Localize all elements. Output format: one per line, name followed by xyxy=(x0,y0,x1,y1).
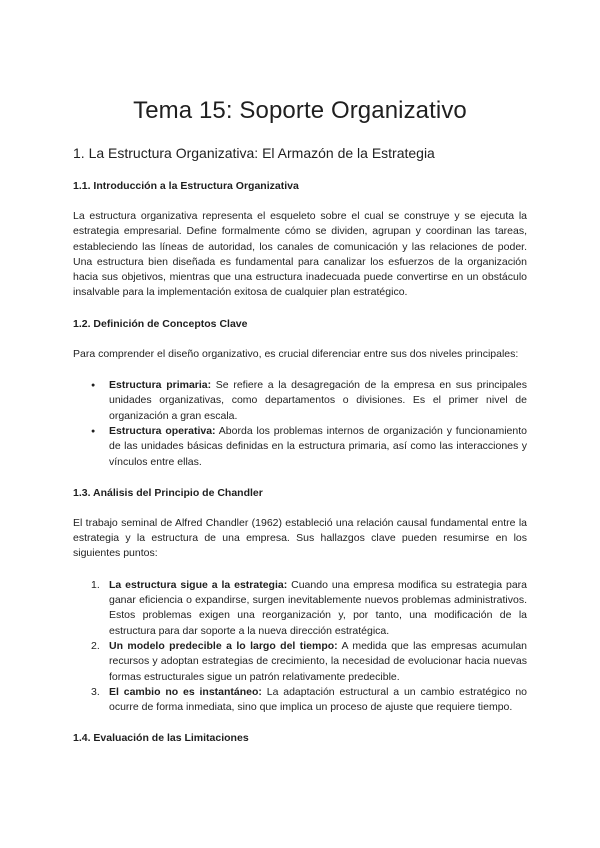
list-item-text: Aborda los problemas internos de organización y funcionamiento de las unidades básicas definidas en la estructura primaria, así como las interacciones y vínculos entre ellas. xyxy=(109,424,527,468)
section-1-3-heading: 1.3. Análisis del Principio de Chandler xyxy=(73,486,263,499)
list-item xyxy=(91,578,527,639)
section-1-1-paragraph: La estructura organizativa representa el esqueleto sobre el cual se construye y se ejecuta la estrategia empresarial. Define formalmente cómo se dividen, agrupan y coordinan las tareas, estableciendo las líneas de autoridad, los canales de comunicación y las relaciones de poder. Una estructura bien diseñada es fundamental para canalizar los esfuerzos de la organización hacia sus objetivos, mientras que una estructura inadecuada puede convertirse en un obstáculo insalvable para la implementación exitosa de cualquier plan estratégico. xyxy=(73,210,527,299)
list-number: 2. xyxy=(91,639,100,652)
section-1-3-intro: El trabajo seminal de Alfred Chandler (1962) estableció una relación causal fundamental entre la estrategia y la estructura de una empresa. Sus hallazgos clave pueden resumirse en los siguientes puntos: xyxy=(73,516,527,560)
list-item-term: Estructura primaria: xyxy=(109,379,212,392)
list-item xyxy=(91,685,528,716)
list-item-term: Un modelo predecible a lo largo del tiempo: xyxy=(109,639,338,652)
section-1-4-heading: 1.4. Evaluación de las Limitaciones xyxy=(73,732,249,745)
section-1-2-heading: 1.2. Definición de Conceptos Clave xyxy=(73,317,248,330)
list-item-text: Cuando una empresa modifica su estrategia para ganar eficiencia o expandirse, surgen inevitablemente nuevos problemas administrativos. Estos problemas exigen una reorganización y, por tanto, una modificación de la estructura para dar soporte a la nueva dirección estratégica. xyxy=(109,578,527,637)
list-item-term: La estructura sigue a la estrategia: xyxy=(109,578,288,591)
list-item xyxy=(109,378,527,424)
list-number: 3. xyxy=(91,685,100,698)
section-1-1-heading: 1.1. Introducción a la Estructura Organizativa xyxy=(73,180,299,192)
list-number: 1. xyxy=(91,578,100,591)
section-1-2-intro: Para comprender el diseño organizativo, es crucial diferenciar entre sus dos niveles principales: xyxy=(73,347,519,360)
list-item-term: El cambio no es instantáneo: xyxy=(109,685,262,698)
list-item-text: Se refiere a la desagregación de la empresa en sus principales unidades organizativas, como departamentos o divisiones. Es el primer nivel de organización a gran escala. xyxy=(109,379,527,422)
list-item xyxy=(109,424,527,470)
list-item-text: A medida que las empresas acumulan recursos y adoptan estrategias de crecimiento, la necesidad de evolucionar hacia nuevas formas estructurales sigue un patrón relativamente predecible. xyxy=(109,639,527,683)
page-title: Tema 15: Soporte Organizativo xyxy=(133,97,467,124)
list-item-term: Estructura operativa: xyxy=(109,424,216,437)
key-concepts-list xyxy=(73,378,527,470)
list-item xyxy=(91,639,527,685)
section-1-heading: 1. La Estructura Organizativa: El Armazón de la Estrategia xyxy=(73,145,435,161)
list-item-text: La adaptación estructural a un cambio estratégico no ocurre de forma inmediata, sino que implica un proceso de ajuste que requiere tiempo. xyxy=(109,685,528,714)
chandler-points-list xyxy=(73,578,527,716)
